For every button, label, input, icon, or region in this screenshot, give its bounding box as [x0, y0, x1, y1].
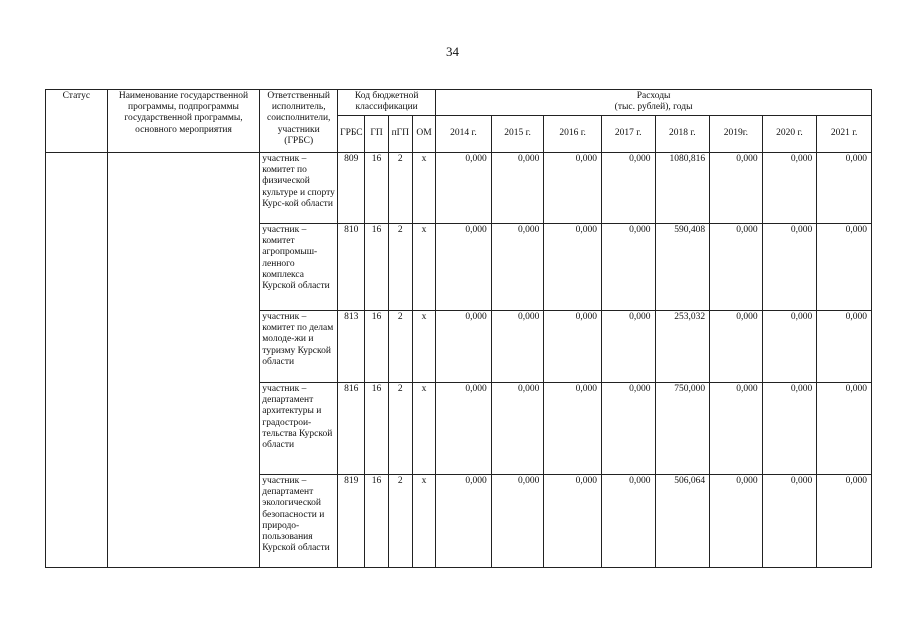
executor-cell: участник – департамент экологической безопасности и природо-пользования Курской области	[260, 475, 338, 568]
budget-table-body	[46, 153, 872, 568]
amount-cell: 0,000	[710, 383, 763, 475]
amount-cell: 0,000	[544, 383, 602, 475]
om-cell: х	[412, 311, 435, 383]
grbs-cell: 813	[338, 311, 365, 383]
header-expenses-title: Расходы	[636, 91, 671, 101]
header-name: Наименование государственной программы, подпрограммы государственной программы, основного мероприятия	[107, 90, 260, 153]
gp-cell: 16	[365, 383, 388, 475]
amount-cell: 0,000	[601, 383, 655, 475]
name-cell	[107, 153, 260, 568]
amount-cell: 0,000	[762, 311, 817, 383]
amount-cell: 0,000	[710, 224, 763, 311]
amount-cell: 0,000	[710, 311, 763, 383]
amount-cell: 0,000	[544, 153, 602, 224]
amount-cell: 0,000	[491, 475, 544, 568]
amount-cell: 0,000	[601, 311, 655, 383]
amount-cell: 506,064	[655, 475, 710, 568]
amount-cell: 0,000	[762, 153, 817, 224]
grbs-cell: 810	[338, 224, 365, 311]
amount-cell: 0,000	[817, 383, 872, 475]
executor-cell: участник – комитет агропромыш-ленного комплекса Курской области	[260, 224, 338, 311]
pgp-cell: 2	[388, 224, 412, 311]
om-cell: х	[412, 475, 435, 568]
pgp-cell: 2	[388, 153, 412, 224]
grbs-cell: 809	[338, 153, 365, 224]
header-year-2017: 2017 г.	[601, 116, 655, 153]
amount-cell: 0,000	[710, 153, 763, 224]
header-year-2016: 2016 г.	[544, 116, 602, 153]
amount-cell: 0,000	[544, 311, 602, 383]
grbs-cell: 816	[338, 383, 365, 475]
amount-cell: 0,000	[601, 224, 655, 311]
amount-cell: 253,032	[655, 311, 710, 383]
amount-cell: 0,000	[762, 224, 817, 311]
gp-cell: 16	[365, 153, 388, 224]
amount-cell: 0,000	[710, 475, 763, 568]
amount-cell: 0,000	[491, 224, 544, 311]
amount-cell: 0,000	[817, 224, 872, 311]
pgp-cell: 2	[388, 311, 412, 383]
amount-cell: 0,000	[491, 311, 544, 383]
header-gp: ГП	[365, 116, 388, 153]
table-row	[46, 153, 872, 224]
amount-cell: 0,000	[436, 383, 492, 475]
page-number: 34	[446, 44, 459, 59]
budget-table	[45, 89, 872, 568]
amount-cell: 0,000	[436, 475, 492, 568]
header-om: ОМ	[412, 116, 435, 153]
header-year-2019: 2019г.	[710, 116, 763, 153]
amount-cell: 1080,816	[655, 153, 710, 224]
amount-cell: 0,000	[762, 475, 817, 568]
amount-cell: 0,000	[436, 224, 492, 311]
om-cell: х	[412, 153, 435, 224]
executor-cell: участник – департамент архитектуры и градострои-тельства Курской области	[260, 383, 338, 475]
amount-cell: 0,000	[817, 475, 872, 568]
amount-cell: 0,000	[544, 224, 602, 311]
amount-cell: 0,000	[436, 311, 492, 383]
header-year-2020: 2020 г.	[762, 116, 817, 153]
amount-cell: 0,000	[601, 153, 655, 224]
header-year-2021: 2021 г.	[817, 116, 872, 153]
header-year-2014: 2014 г.	[436, 116, 492, 153]
om-cell: х	[412, 383, 435, 475]
gp-cell: 16	[365, 224, 388, 311]
amount-cell: 0,000	[436, 153, 492, 224]
amount-cell: 0,000	[817, 311, 872, 383]
grbs-cell: 819	[338, 475, 365, 568]
header-pgp: пГП	[388, 116, 412, 153]
header-year-2015: 2015 г.	[491, 116, 544, 153]
amount-cell: 750,000	[655, 383, 710, 475]
amount-cell: 0,000	[491, 153, 544, 224]
amount-cell: 590,408	[655, 224, 710, 311]
header-year-2018: 2018 г.	[655, 116, 710, 153]
pgp-cell: 2	[388, 475, 412, 568]
executor-cell: участник – комитет по делам молоде-жи и туризму Курской области	[260, 311, 338, 383]
amount-cell: 0,000	[491, 383, 544, 475]
gp-cell: 16	[365, 475, 388, 568]
status-cell	[46, 153, 108, 568]
om-cell: х	[412, 224, 435, 311]
header-budget-code: Код бюджетной классификации	[338, 90, 436, 116]
executor-cell: участник – комитет по физической культуре и спорту Курс-кой области	[260, 153, 338, 224]
header-grbs: ГРБС	[338, 116, 365, 153]
gp-cell: 16	[365, 311, 388, 383]
header-expenses	[436, 90, 872, 116]
amount-cell: 0,000	[601, 475, 655, 568]
header-executor: Ответственный исполнитель, соисполнители, участники (ГРБС)	[260, 90, 338, 153]
amount-cell: 0,000	[817, 153, 872, 224]
pgp-cell: 2	[388, 383, 412, 475]
header-status: Статус	[46, 90, 108, 153]
header-expenses-unit: (тыс. рублей), годы	[614, 102, 693, 113]
amount-cell: 0,000	[762, 383, 817, 475]
amount-cell: 0,000	[544, 475, 602, 568]
